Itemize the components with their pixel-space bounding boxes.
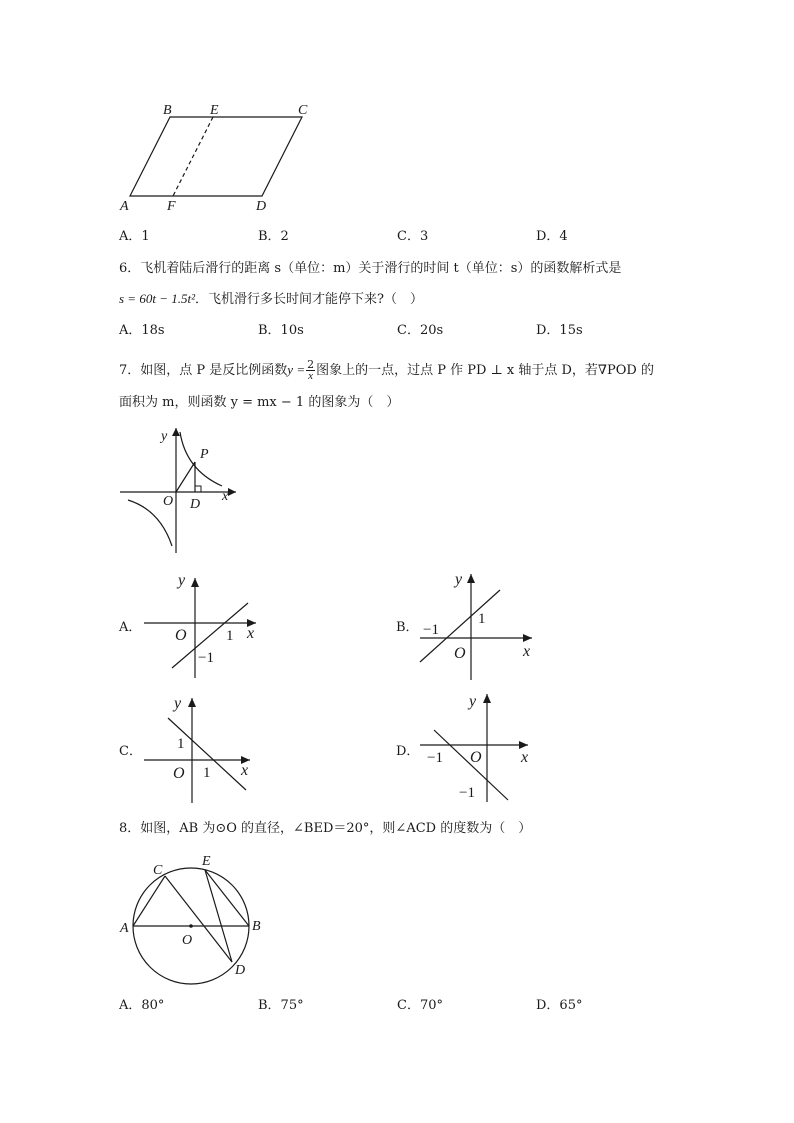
q8-label-E: E: [202, 854, 211, 869]
q7-frac-denominator: x: [308, 370, 314, 382]
label-D: D: [256, 199, 267, 214]
q5-option-a: A．1: [119, 229, 150, 244]
q7d-label-minus1-y: −1: [459, 785, 475, 801]
q6-option-b: B．10s: [258, 323, 304, 338]
q7-option-a-label: A．: [119, 620, 142, 635]
q7d-label-y: y: [469, 693, 477, 710]
q7-fig-label-P: P: [200, 447, 209, 462]
q8-option-b: B．75°: [258, 998, 304, 1013]
q7b-label-minus1: −1: [423, 622, 439, 638]
q7a-label-x: x: [247, 625, 255, 642]
q8-label-A: A: [120, 921, 129, 936]
label-A: A: [120, 199, 129, 214]
q6-option-c: C．20s: [397, 323, 444, 338]
q8-label-D: D: [235, 963, 246, 978]
q7c-label-y: y: [174, 695, 182, 712]
q6-question-line1: 6．飞机着陆后滑行的距离 s（单位：m）关于滑行的时间 t（单位：s）的函数解析式是: [119, 261, 622, 276]
q8-option-c: C．70°: [397, 998, 443, 1013]
q7b-label-1: 1: [478, 611, 486, 627]
q7c-label-1-x: 1: [203, 765, 211, 781]
q7a-label-y: y: [178, 572, 186, 589]
q7c-label-1-y: 1: [177, 736, 185, 752]
q7a-label-O: O: [175, 627, 187, 644]
label-C: C: [298, 103, 308, 118]
q7b-label-x: x: [523, 643, 531, 660]
q7c-label-O: O: [173, 765, 185, 782]
label-F: F: [167, 199, 176, 214]
q7-fig-label-O: O: [163, 494, 174, 509]
label-B: B: [163, 103, 172, 118]
q8-question: 8．如图，AB 为⊙O 的直径，∠BED＝20°，则∠ACD 的度数为（ ）: [119, 821, 532, 836]
label-E: E: [210, 103, 219, 118]
q6-option-d: D．15s: [536, 323, 583, 338]
q7-question-line2: 面积为 m，则函数 y = mx − 1 的图象为（ ）: [119, 395, 400, 410]
q5-option-d: D．4: [536, 229, 568, 244]
q6-question-rest: ．飞机滑行多长时间才能停下来?（ ）: [194, 292, 423, 307]
q8-label-C: C: [153, 863, 163, 878]
q7d-label-minus1-x: −1: [427, 750, 443, 766]
q8-option-a: A．80°: [119, 998, 165, 1013]
q7b-label-O: O: [454, 645, 466, 662]
q7b-label-y: y: [455, 571, 463, 588]
q7-func-lhs: y =: [287, 362, 306, 377]
q5-option-b: B．2: [258, 229, 289, 244]
q7c-label-x: x: [241, 762, 249, 779]
q7-frac-numerator: 2: [307, 358, 315, 371]
q8-label-B: B: [252, 919, 261, 934]
q7-option-c-label: C．: [119, 744, 142, 759]
q6-formula: s = 60t − 1.5t²: [119, 291, 195, 306]
q7-text-part1: 7．如图，点 P 是反比例函数: [119, 363, 288, 378]
q6-option-a: A．18s: [119, 323, 165, 338]
q7-option-d-label: D．: [396, 744, 420, 759]
q7-fig-label-x: x: [222, 489, 229, 504]
q7d-label-x: x: [521, 749, 529, 766]
q5-option-c: C．3: [397, 229, 429, 244]
q7-option-b-label: B．: [396, 620, 419, 635]
q8-label-O: O: [182, 933, 193, 948]
q7a-label-minus1: −1: [198, 650, 214, 666]
q7-text-part2: 图象上的一点，过点 P 作 PD ⊥ x 轴于点 D，若∇POD 的: [316, 363, 654, 378]
q8-option-d: D．65°: [536, 998, 583, 1013]
q7a-label-1: 1: [226, 628, 234, 644]
q7d-label-O: O: [470, 749, 482, 766]
q7-fig-label-y: y: [161, 429, 168, 444]
q7-fig-label-D: D: [190, 497, 201, 512]
